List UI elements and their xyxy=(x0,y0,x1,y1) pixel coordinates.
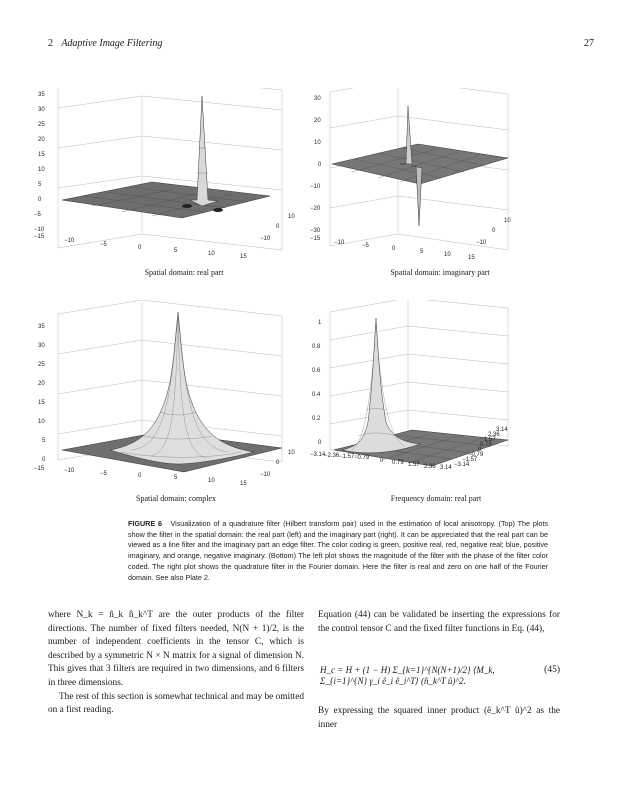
z-tick: 15 xyxy=(38,400,45,406)
x-tick: −5 xyxy=(362,243,369,249)
z-tick: −10 xyxy=(34,227,45,233)
plot-spatial-complex xyxy=(32,300,304,486)
x-tick: −15 xyxy=(34,466,45,472)
z-tick: 15 xyxy=(38,152,45,158)
x-tick: −10 xyxy=(64,468,75,474)
figure-caption xyxy=(128,519,548,583)
y-tick: 0 xyxy=(478,447,482,453)
z-tick: 25 xyxy=(38,362,45,368)
y-tick: 3.14 xyxy=(496,427,508,433)
x-tick: 15 xyxy=(468,255,475,260)
x-tick: 1.57 xyxy=(408,462,420,468)
x-tick: −10 xyxy=(64,238,75,244)
z-tick: −5 xyxy=(34,212,41,218)
y-tick: 1.57 xyxy=(484,437,496,443)
left-column xyxy=(48,609,304,718)
x-tick: 3.14 xyxy=(440,465,452,471)
z-tick: 20 xyxy=(38,381,45,387)
y-tick: −10 xyxy=(260,236,271,242)
paragraph: Equation (44) can be validated be inserting the expressions for the control tensor C and the fixed filter functions in Eq. (44), xyxy=(318,610,560,634)
z-tick: 10 xyxy=(38,167,45,173)
x-tick: −3.14 xyxy=(310,452,326,458)
plot-caption: Spatial domain: imaginary part xyxy=(390,268,490,277)
z-tick: 30 xyxy=(38,343,45,349)
x-tick: −10 xyxy=(334,240,345,246)
right-column-continued xyxy=(318,705,560,732)
x-tick: 15 xyxy=(240,254,247,260)
x-tick: 0 xyxy=(138,473,142,479)
x-tick: 5 xyxy=(174,475,178,481)
z-tick: 1 xyxy=(318,320,322,326)
x-tick: 0 xyxy=(380,458,384,464)
x-tick: −15 xyxy=(310,236,321,242)
x-tick: 10 xyxy=(444,252,451,258)
z-tick: −30 xyxy=(310,228,321,234)
x-tick: −1.57 xyxy=(339,454,355,460)
z-tick: 30 xyxy=(314,96,321,102)
y-tick: 10 xyxy=(504,218,511,224)
z-tick: 10 xyxy=(314,140,321,146)
right-column xyxy=(318,609,560,636)
y-tick: −10 xyxy=(476,240,487,246)
plot-spatial-real xyxy=(32,88,304,260)
y-tick: −10 xyxy=(260,472,271,478)
z-tick: 20 xyxy=(314,118,321,124)
y-tick: −3.14 xyxy=(454,462,470,468)
chapter-title: Adaptive Image Filtering xyxy=(61,38,163,49)
plot-frequency-real xyxy=(308,300,520,486)
plot-caption: Spatial domain: real part xyxy=(144,268,224,277)
z-tick: 20 xyxy=(38,137,45,143)
x-tick: −0.79 xyxy=(354,455,370,461)
x-tick: 0.79 xyxy=(392,460,404,466)
z-tick: 0.6 xyxy=(312,368,321,374)
figure-label: FIGURE 6 xyxy=(128,519,162,528)
z-tick: 0.4 xyxy=(312,392,321,398)
equation-45 xyxy=(320,654,560,694)
z-tick: 0 xyxy=(318,440,322,446)
z-tick: 0.8 xyxy=(312,344,321,350)
z-tick: 0 xyxy=(318,162,322,168)
x-tick: −2.36 xyxy=(324,453,340,459)
running-head xyxy=(48,38,594,52)
x-tick: 5 xyxy=(420,249,424,255)
z-tick: 35 xyxy=(38,324,45,330)
x-tick: 2.36 xyxy=(424,464,436,470)
paragraph: By expressing the squared inner product (ê_k^T û)^2 as the inner xyxy=(318,706,560,730)
z-tick: 35 xyxy=(38,92,45,98)
y-tick: 0 xyxy=(276,224,280,230)
y-tick: −1.57 xyxy=(462,457,478,463)
z-tick: 10 xyxy=(38,419,45,425)
paragraph: The rest of this section is somewhat technical and may be omitted on a first reading. xyxy=(48,691,305,716)
y-tick: 0.79 xyxy=(480,442,492,448)
z-tick: −20 xyxy=(310,206,321,212)
z-tick: 0.2 xyxy=(312,416,321,422)
y-tick: 10 xyxy=(288,214,295,220)
x-tick: 5 xyxy=(174,248,178,254)
y-tick: 10 xyxy=(288,450,295,456)
x-tick: 0 xyxy=(138,245,142,251)
z-tick: 5 xyxy=(38,182,42,188)
chapter-number: 2 xyxy=(48,38,53,49)
z-tick: −10 xyxy=(310,184,321,190)
paragraph: where N_k = n̂_k n̂_k^T are the outer products of the filter directions. The number of fixed filters needed, N(N + 1)/2, is the number of independent coefficients in the tensor C, which is described by a symmetric N × N matrix for a signal of dimension N. This gives that 3 filters are required in two dimensions, and 6 filters in three dimensions. xyxy=(48,610,304,688)
z-tick: 0 xyxy=(42,457,46,463)
x-tick: −5 xyxy=(100,242,107,248)
y-tick: 0 xyxy=(492,228,496,234)
x-tick: 15 xyxy=(240,481,247,486)
x-tick: −15 xyxy=(34,234,45,240)
page-number: 27 xyxy=(584,38,594,49)
y-tick: 2.36 xyxy=(488,432,500,438)
z-tick: 5 xyxy=(42,438,46,444)
plot-spatial-imaginary xyxy=(308,88,520,260)
x-tick: 0 xyxy=(392,246,396,252)
plot-caption: Frequency domain: real part xyxy=(390,494,482,503)
z-tick: 30 xyxy=(38,107,45,113)
y-tick: −0.79 xyxy=(468,452,484,458)
equation-body: H_c = H + (1 − H) Σ_{k=1}^{N(N+1)/2} ⟨M_k, Σ_{i=1}^{N} γ_i ê_i ê_i^T⟩ (n̂_k^T û)^2. xyxy=(320,665,495,686)
y-tick: 0 xyxy=(276,460,280,466)
equation-number: (45) xyxy=(544,665,560,675)
figure-caption-text: Visualization of a quadrature filter (Hilbert transform pair) used in the estimation of local anisotropy. (Top) The plots show the filter in the spatial domain: the real part (left) and the imaginary part (right). It can be appreciated that the real part can be viewed as a line filter and the imaginary part an edge filter. The color coding is green, positive real, red, negative real; blue, positive imaginary, and orange, negative imaginary. (Bottom) The left plot shows the magnitude of the filter with the phase of the filter color coded. The right plot shows the quadrature filter in the Fourier domain. Here the filter is real and zero on one half of the Fourier domain. See also Plate 2. xyxy=(128,519,548,582)
z-tick: 25 xyxy=(38,122,45,128)
x-tick: −5 xyxy=(100,471,107,477)
plot-caption: Spatial domain: complex xyxy=(136,494,216,503)
z-tick: 0 xyxy=(38,197,42,203)
x-tick: 10 xyxy=(208,478,215,484)
x-tick: 10 xyxy=(208,251,215,257)
